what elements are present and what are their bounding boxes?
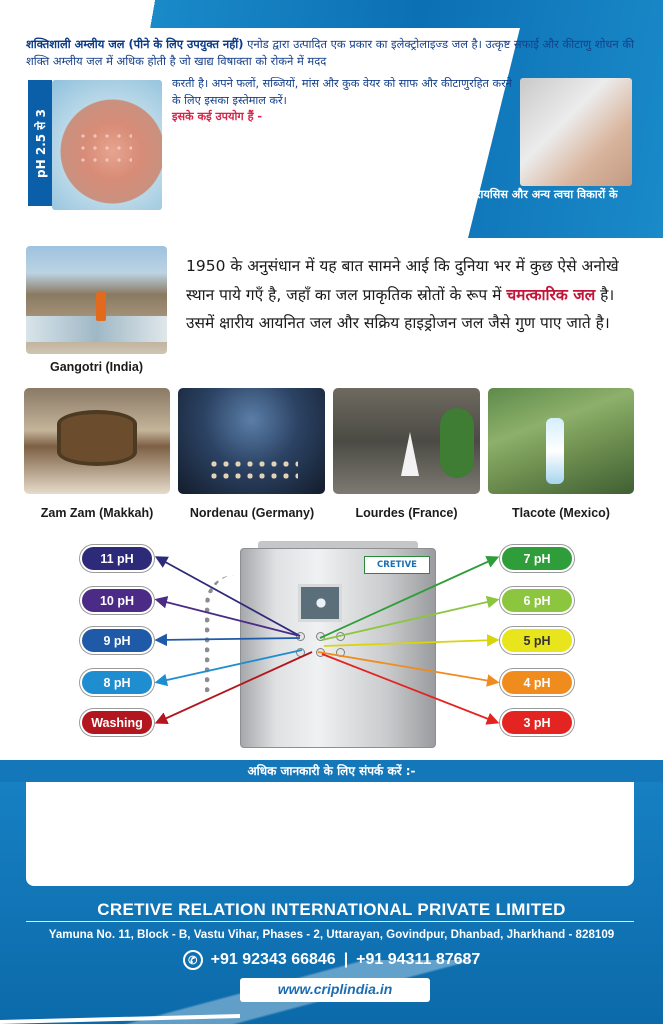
gangotri-caption: Gangotri (India) [49,360,144,374]
phone-row [0,950,663,970]
ph-arrow [158,652,312,722]
ph-label-right: 7 pH [500,545,574,572]
website-link[interactable]: www.criplindia.in [277,981,393,997]
ph-label-right: 4 pH [500,669,574,696]
ph-side-label-text: pH 2.5 से 3 [33,108,48,178]
ph-arrow [158,558,300,636]
nordenau-caption: Nordenau (Germany) [189,506,315,520]
ph-label-left: 11 pH [80,545,154,572]
uses-item: • दुर्गंध को खत्म करने के लिए [180,168,510,185]
company-name: CRETIVE RELATION INTERNATIONAL PRIVATE LIMITED [97,900,566,919]
ph-arrow [322,600,496,640]
ph-arrow [320,558,496,638]
intro-bold-lead: शक्तिशाली अम्लीय जल (पीने के लिए उपयुक्त नहीं) [26,37,244,51]
research-highlight: चमत्कारिक जल [506,285,596,304]
research-text-2: है। उसमें क्षारीय आयनित जल और सक्रिय हाइड्रोजन जल जैसे गुण पाए जाते है। [186,285,615,332]
contact-label: अधिक जानकारी के लिए संपर्क करें :- [247,764,416,778]
divider [26,921,634,922]
ph-arrow [318,652,496,682]
korea-paragraph: दक्षिण कोरिया के कई अस्पतालों और डॉक्टरों ने एथलीट फुट, एक्जिमा, सोरायसिस और अन्य त्वचा विकारों के इलाज के लिए प्रबल अम्लीय जल का उपयोग किया है। [172,188,618,218]
ph-arrow [158,638,300,640]
phone-number-2[interactable]: +91 94311 87687 [356,951,481,968]
zamzam-caption: Zam Zam (Makkah) [40,506,154,520]
research-text-1: 1950 के अनुसंधान में यह बात सामने आई कि दुनिया भर में कुछ ऐसे अनोखे स्थान पाये गएँ है, जहाँ का जल प्राकृतिक स्रोतों के रूप में [186,257,619,304]
ph-label-left: 9 pH [80,627,154,654]
ph-arrow [324,640,496,646]
uses-item: • अपनी त्वचा को साफ और घावों की ड्रेसिंग करने के लिए [180,151,510,168]
phone-icon: ✆ [183,950,203,970]
tlacote-caption: Tlacote (Mexico) [512,506,610,520]
ph-label-right: 6 pH [500,587,574,614]
contact-box [26,782,634,886]
ph-label-right: 3 pH [500,709,574,736]
ph-label-left: 8 pH [80,669,154,696]
lourdes-caption: Lourdes (France) [355,506,458,520]
ph-label-right: 5 pH [500,627,574,654]
company-address: Yamuna No. 11, Block - B, Vastu Vihar, Phases - 2, Uttarayan, Govindpur, Dhanbad, Jharkhand - 828109 [48,928,615,941]
ph-arrow [158,600,300,636]
uses-item: • अपने हाथों को कीटाणुरहित और सैनिटाइज करने के लिए [180,134,510,151]
phone-separator: | [343,951,349,968]
phone-number-1[interactable]: +91 92343 66846 [210,951,336,968]
machine-brand-logo: CRETIVE [364,556,430,574]
usage-intro: करती है। अपने फलों, सब्जियों, मांस और कुक वेयर को साफ और कीटाणुरहित करने के लिए इसका इस्तेमाल करें। [172,77,512,107]
ph-label-left: Washing [80,709,154,736]
uses-heading: इसके कई उपयोग हैं - [172,110,263,124]
ph-label-left: 10 pH [80,587,154,614]
intro-body: एनोड द्वारा उत्पादित एक प्रकार का इलेक्ट्रोलाइज्ड जल है। उत्कृष्ट सफाई और कीटाणु शोधन की शक्ति अम्लीय जल में अधिक होती है जो खाद्य विषाक्ता को रोकने में मदद [26,37,635,68]
ph-arrow [322,654,496,722]
